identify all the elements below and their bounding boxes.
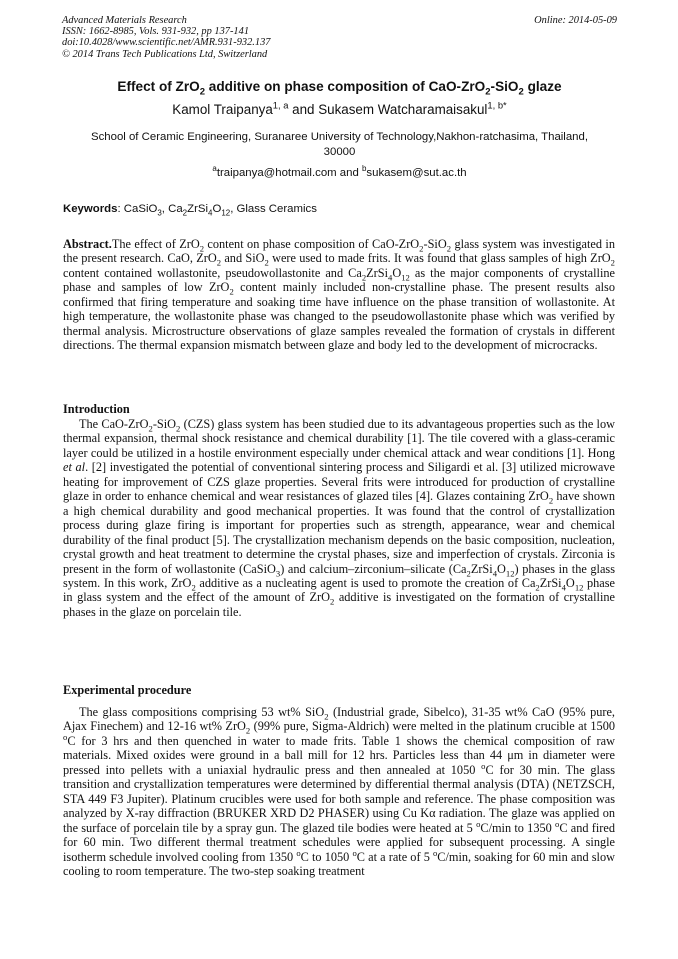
- journal-name: Advanced Materials Research: [62, 15, 187, 26]
- introduction-paragraph: The CaO-ZrO$_2$-SiO$_2$ (CZS) glass system has been studied due to its advantageous properties such as the low thermal expansion, thermal shock resistance and chemical durability [1]. The tile covered with a glass-ceramic layer could be utilized in a hostile environment especially under chemical attack and wear conditions [1]. Hong et al. [2] investigated the potential of conventional sintering process and Siligardi et al. [3] utilized microwave heating for improvement of CZS glaze properties. Several frits were introduced for production of crystalline glaze in order to enhance chemical and wear resistances of glazed tiles [4]. Glazes containing ZrO$_2$ have shown a high chemical durability and good mechanical properties. It was found that the control of crystallization process during glaze firing is important for properties such as strength, appearance, wear and chemical durability of the final product [5]. The crystallization mechanism depends on the basic composition, nucleation, crystal growth and heat treatment to determine the crystal phases, size and imperfection of crystals. Zirconia is present in the form of wollastonite (CaSiO$_3$) and calcium–zirconium–silicate $(Ca_2ZrSi_4O_{12})$ phases in the glass system. In this work, ZrO$_2$ additive as a nucleating agent is used to promote the creation of $Ca_2ZrSi_4O_{12}$ phase in glass system and the effect of the amount of ZrO$_2$ additive is investigated on the formation of crystalline phases in the glaze on porcelain tile.: [63, 417, 616, 619]
- experimental-paragraph: The glass compositions comprising 53 wt% SiO$_2$ (Industrial grade, Sibelco), 31-35 wt% CaO (95% pure, Ajax Finechem) and 12-16 wt% ZrO$_2$ (99% pure, Sigma-Aldrich) were melted in the platinum crucible at 1500 $^o$C for 3 hrs and then quenched in water to made frits. Table 1 shows the chemical composition of raw materials. Mixed oxides were ground in a ball mill for 12 hrs. Particles less than 44 μm in diameter were pressed into pellets with a uniaxial hydraulic press and then annealed at 1050 $^o$C for 30 min. The glass transition and crystallization temperatures were determined by differential thermal analysis (DTA) (NETZSCH, STA 449 F3 Jupiter). Platinum crucibles were used for both sample and reference. The phase composition was analyzed by X-ray diffraction (BRUKER XRD D2 PHASER) using Cu Kα radiation. The glaze was applied on the surface of porcelain tile by a spray gun. The glazed tile bodies were heated at 5 $^o$C/min to 1350 $^o$C and fired for 60 min. Two different thermal treatment schedules were applied for subsequent processing. A single isotherm schedule involved cooling from 1350 $^o$C to 1050 $^o$C at a rate of 5 $^o$C/min, soaking for 60 min and slow cooling to room temperature. The two-step soaking treatment: [63, 705, 615, 878]
- keywords: Keywords: CaSiO$_3$, $Ca_2ZrSi_4O_{12}$, Glass Ceramics: [63, 203, 317, 218]
- copyright-line: © 2014 Trans Tech Publications Ltd, Switzerland: [62, 48, 268, 60]
- experimental-heading: Experimental procedure: [63, 683, 192, 697]
- email-b: sukasem@sut.ac.th: [366, 167, 467, 179]
- affiliation: School of Ceramic Engineering, Suranaree University of Technology,Nakhon-ratchasima, Thailand, 30000: [90, 131, 589, 158]
- email-line: $^a$traipanya@hotmail.com and $^b$sukasem@sut.ac.th: [212, 164, 467, 179]
- abstract-paragraph: Abstract.The effect of ZrO$_2$ content on phase composition of CaO-ZrO$_2$-SiO$_2$ glass system was investigated in the present research. CaO, ZrO$_2$ and SiO$_2$ were used to made frits. It was found that glass samples of high ZrO$_2$ content contained wollastonite, pseudowollastonite and $Ca_2ZrSi_4O_{12}$ as the major components of crystalline phase and samples of low ZrO$_2$ content mainly included non-crystalline phase. The present results also confirmed that firing temperature and soaking time have influence on the phase transition of wollastonite. At high temperature, the wollastonite phase was changed to the pseudowollastonite phase which was verified by thermal analysis. Microstructure observations of glaze samples revealed the formation of crystals in different directions. The thermal expansion mismatch between glaze and body led to the development of microcracks.: [63, 237, 615, 353]
- issn-line: ISSN: 1662-8985, Vols. 931-932, pp 137-141: [62, 26, 250, 38]
- abstract-label: Abstract.: [63, 237, 112, 251]
- journal-header: [62, 15, 617, 60]
- author-1: Kamol Traipanya: [172, 102, 273, 117]
- author-line: Kamol Traipanya$^{1, a}$ and Sukasem Watcharamaisakul$^{1, b*}$: [172, 100, 507, 117]
- email-a: traipanya@hotmail.com: [216, 167, 337, 179]
- introduction-heading: Introduction: [63, 402, 130, 416]
- paper-title: Effect of ZrO$_2$ additive on phase composition of CaO-ZrO$_2$-SiO$_2$ glaze: [117, 79, 562, 98]
- doi-line: doi:10.4028/www.scientific.net/AMR.931-932.137: [62, 37, 271, 49]
- author-2: Sukasem Watcharamaisakul: [318, 102, 488, 117]
- online-date: Online: 2014-05-09: [534, 15, 617, 26]
- keywords-label: Keywords: [63, 203, 118, 215]
